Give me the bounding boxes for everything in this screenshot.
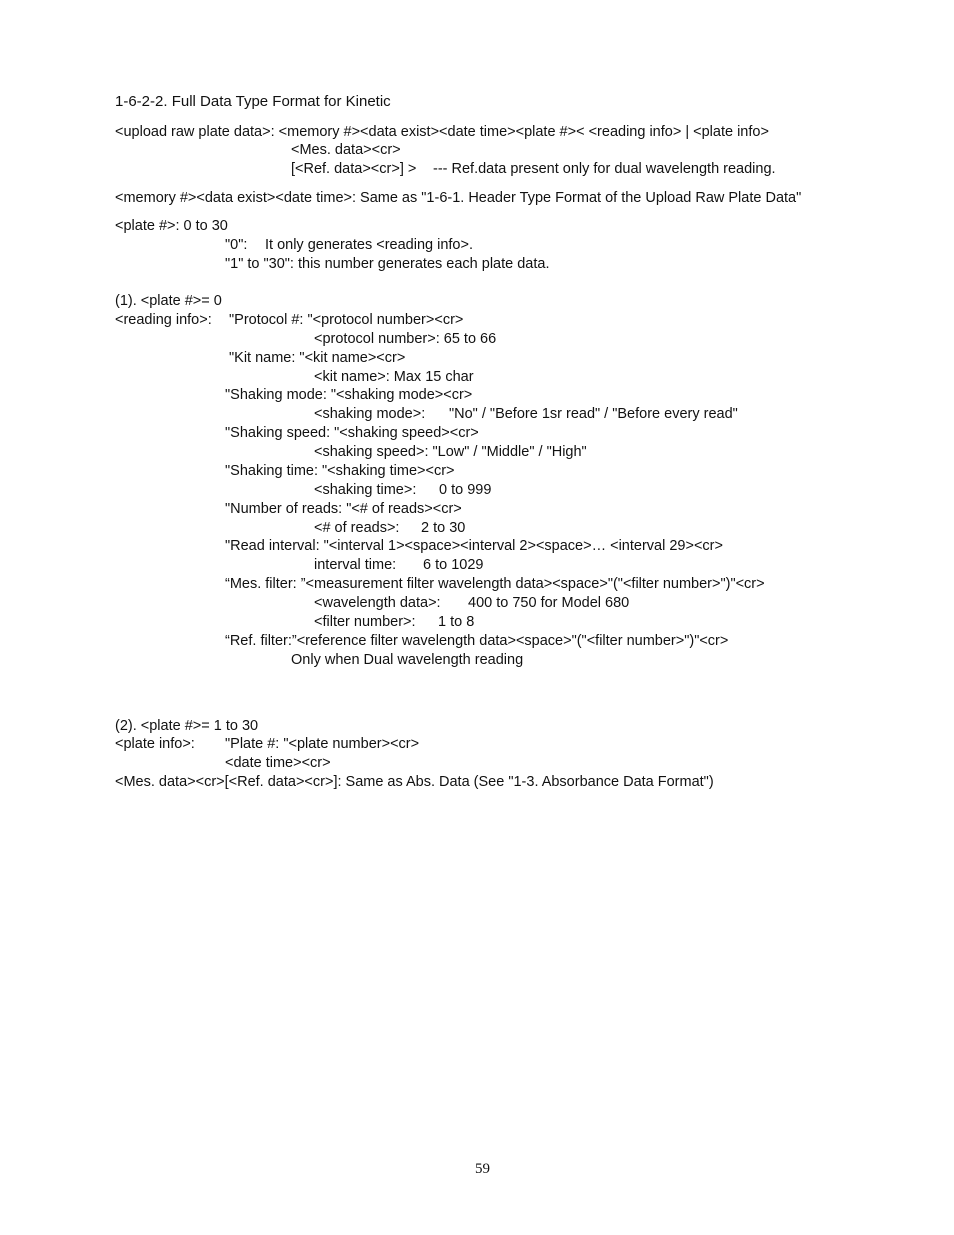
reads-key: <# of reads>: [314, 520, 400, 536]
page-number: 59 [475, 1161, 490, 1177]
filter-number-key: <filter number>: [314, 614, 416, 630]
plate-info-label: <plate info>: [115, 736, 195, 752]
mes-filter-line: “Mes. filter: ”<measurement filter wavelength data><space>"("<filter number>")"<cr> [225, 576, 765, 592]
shaking-time-line: "Shaking time: "<shaking time><cr> [225, 463, 455, 479]
shaking-speed-detail: <shaking speed>: "Low" / "Middle" / "High" [314, 444, 587, 460]
plate-zero-text: It only generates <reading info>. [265, 237, 473, 253]
dual-wavelength-note: Only when Dual wavelength reading [291, 652, 524, 668]
memory-line: <memory #><data exist><date time>: Same as "1-6-1. Header Type Format of the Upload Raw Plate Data" [115, 190, 802, 206]
shaking-speed-line: "Shaking speed: "<shaking speed><cr> [225, 425, 479, 441]
shaking-time-key: <shaking time>: [314, 482, 417, 498]
interval-line: "Read interval: "<interval 1><space><interval 2><space>… <interval 29><cr> [225, 538, 723, 554]
plate-zero-key: "0": [225, 237, 248, 253]
upload-line-1: <upload raw plate data>: <memory #><data exist><date time><plate #>< <reading info> | <plate info> [115, 124, 769, 140]
interval-value: 6 to 1029 [423, 557, 484, 573]
upload-line-3-note: --- Ref.data present only for dual wavelength reading. [433, 161, 776, 177]
shaking-mode-line: "Shaking mode: "<shaking mode><cr> [225, 387, 473, 403]
plate-no-line: <plate #>: 0 to 30 [115, 218, 228, 234]
wavelength-key: <wavelength data>: [314, 595, 441, 611]
reads-line: "Number of reads: "<# of reads><cr> [225, 501, 462, 517]
wavelength-value: 400 to 750 for Model 680 [468, 595, 630, 611]
section2-title: (2). <plate #>= 1 to 30 [115, 718, 259, 734]
reading-info-label: <reading info>: [115, 312, 212, 328]
section1-title: (1). <plate #>= 0 [115, 293, 222, 309]
filter-number-value: 1 to 8 [438, 614, 475, 630]
plate-range-text: "1" to "30": this number generates each plate data. [225, 256, 550, 272]
interval-key: interval time: [314, 557, 397, 573]
heading: 1-6-2-2. Full Data Type Format for Kinetic [115, 93, 391, 110]
shaking-mode-value: "No" / "Before 1sr read" / "Before every read" [449, 406, 738, 422]
protocol-detail: <protocol number>: 65 to 66 [314, 331, 497, 347]
shaking-time-value: 0 to 999 [439, 482, 492, 498]
kit-line: "Kit name: "<kit name><cr> [229, 350, 406, 366]
plate-number-line: "Plate #: "<plate number><cr> [225, 736, 420, 752]
mes-data-line: <Mes. data><cr>[<Ref. data><cr>]: Same as Abs. Data (See "1-3. Absorbance Data Format") [115, 774, 714, 790]
kit-detail: <kit name>: Max 15 char [314, 369, 474, 385]
upload-line-3-code: [<Ref. data><cr>] > [291, 161, 417, 177]
upload-line-2: <Mes. data><cr> [291, 142, 401, 158]
ref-filter-line: “Ref. filter:”<reference filter wavelength data><space>"("<filter number>")"<cr> [225, 633, 729, 649]
shaking-mode-key: <shaking mode>: [314, 406, 426, 422]
protocol-line: "Protocol #: "<protocol number><cr> [229, 312, 464, 328]
date-time-line: <date time><cr> [225, 755, 331, 771]
reads-value: 2 to 30 [421, 520, 466, 536]
